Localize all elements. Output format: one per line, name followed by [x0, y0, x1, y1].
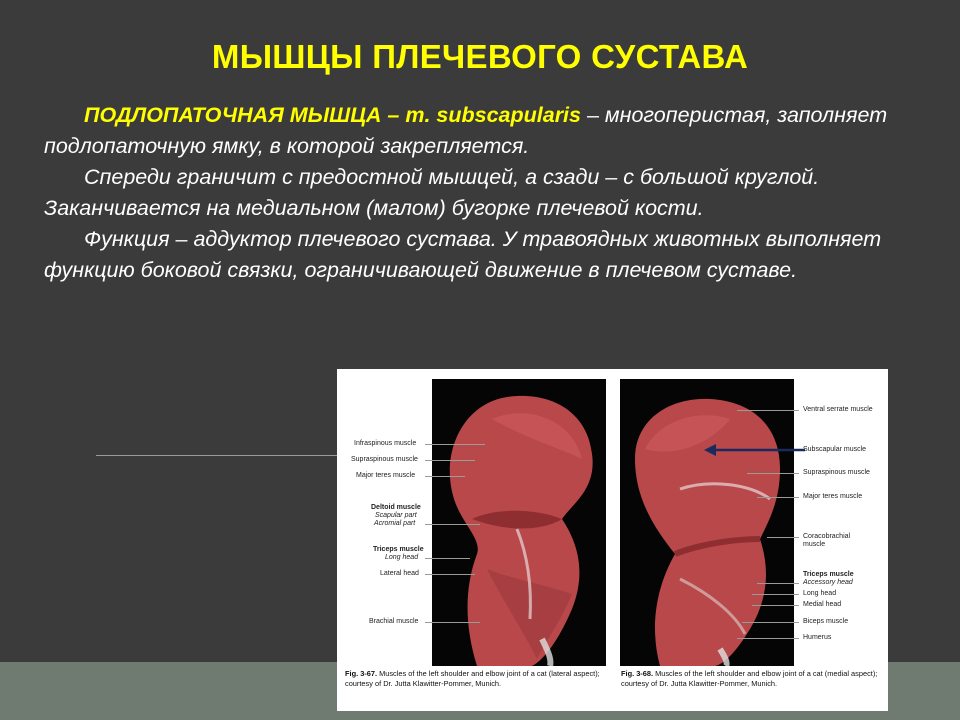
leader-line	[752, 605, 799, 606]
paragraph-1	[44, 100, 934, 162]
leader-line	[425, 558, 470, 559]
label-acromial-part: Acromial part	[374, 520, 416, 527]
caption-text: Muscles of the left shoulder and elbow joint of a cat (medial aspect); courtesy of Dr. Jutta Klawitter-Pommer, Munich.	[621, 669, 878, 688]
label-long-head-left: Long head	[385, 554, 419, 561]
paragraph-1-rest: – многоперистая, заполняет подлопаточную ямку, в которой закрепляется.	[44, 103, 888, 158]
label-brachial: Brachial muscle	[369, 618, 419, 625]
label-subscapular: Subscapular muscle	[803, 446, 867, 453]
leader-line	[425, 524, 480, 525]
paragraph-2: Спереди граничит с предостной мышцей, а сзади – с большой круглой. Заканчивается на медиальном (малом) бугорке плечевой кости.	[44, 165, 820, 220]
caption-fig-number: Fig. 3-67.	[345, 669, 378, 678]
leader-line	[737, 638, 799, 639]
label-major-teres-left: Major teres muscle	[356, 472, 416, 479]
label-deltoid: Deltoid muscle	[371, 504, 421, 511]
leader-line	[747, 473, 799, 474]
leader-line	[757, 583, 799, 584]
leader-line	[757, 497, 799, 498]
label-lateral-head: Lateral head	[380, 570, 419, 577]
label-supraspinous-left: Supraspinous muscle	[351, 456, 418, 463]
slide-body	[44, 100, 934, 286]
subscapular-arrow-icon	[702, 443, 807, 457]
label-long-head-right: Long head	[803, 590, 837, 597]
leader-line	[425, 622, 480, 623]
label-medial-head: Medial head	[803, 601, 842, 608]
label-biceps: Biceps muscle	[803, 618, 849, 625]
label-infraspinous: Infraspinous muscle	[354, 440, 417, 447]
leader-line	[425, 460, 475, 461]
caption-fig-number: Fig. 3-68.	[621, 669, 654, 678]
label-scapular-part: Scapular part	[375, 512, 417, 519]
leader-line	[737, 410, 799, 411]
leader-line	[752, 594, 799, 595]
slide-title: МЫШЦЫ ПЛЕЧЕВОГО СУСТАВА	[211, 38, 749, 75]
leader-line	[767, 537, 799, 538]
leader-line	[425, 574, 475, 575]
label-accessory-head: Accessory head	[803, 579, 853, 586]
label-ventral-serrate: Ventral serrate muscle	[803, 406, 873, 413]
paragraph-3: Функция – аддуктор плечевого сустава. У травоядных животных выполняет функцию боковой связки, ограничивающей движение в плечевом суставе.	[44, 227, 882, 282]
label-triceps-right: Triceps muscle	[803, 571, 854, 578]
label-humerus: Humerus	[803, 634, 832, 641]
leader-line	[425, 476, 465, 477]
caption-fig-3-68	[621, 669, 881, 689]
term-subscapularis: ПОДЛОПАТОЧНАЯ МЫШЦА – m. subscapularis	[84, 103, 581, 127]
horizontal-rule	[96, 455, 346, 456]
leader-line	[425, 444, 485, 445]
caption-text: Muscles of the left shoulder and elbow joint of a cat (lateral aspect); courtesy of Dr. Jutta Klawitter-Pommer, Munich.	[345, 669, 600, 688]
caption-fig-3-67	[345, 669, 610, 689]
label-supraspinous-right: Supraspinous muscle	[803, 469, 870, 476]
label-coracobrachial-2: muscle	[803, 541, 826, 548]
label-coracobrachial-1: Coracobrachial	[803, 533, 851, 540]
label-major-teres-right: Major teres muscle	[803, 493, 863, 500]
label-triceps-left: Triceps muscle	[373, 546, 424, 553]
leader-line	[742, 622, 799, 623]
anatomy-figure	[337, 369, 888, 711]
